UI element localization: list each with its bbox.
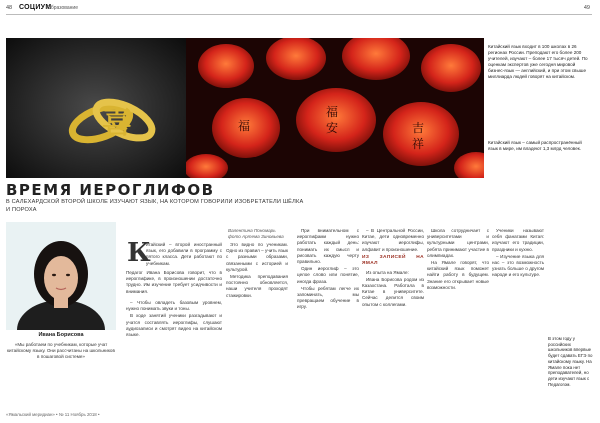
page-footer: «Ямальский меридиан» • № 11 Ноябрь 2018 •	[6, 412, 100, 417]
column-subhead: ИЗ ЗАПИСЕЙ НА ЯМАЛ	[362, 254, 424, 267]
article-headline: ВРЕМЯ ИЕРОГЛИФОВ	[6, 181, 215, 199]
svg-text:福: 福	[326, 105, 339, 119]
paragraph: Ивана Борисова родом из Казахстана. Работала в Китае в университете. Сейчас делится своим опытом с коллегами.	[362, 276, 424, 307]
lanterns-photo	[186, 38, 484, 178]
rings-photo	[6, 38, 186, 178]
svg-text:福: 福	[238, 119, 251, 133]
subsection-title: Образование	[47, 5, 78, 11]
section-title: СОЦИУМ	[19, 4, 52, 11]
teacher-name: Ивана Борисова	[38, 332, 84, 338]
page-number-left: 48	[6, 5, 13, 11]
page-number-right: 49	[583, 5, 590, 11]
article-credit	[228, 228, 284, 240]
paragraph: Чтобы ребятам легче их запоминать, мы превращаем обучение в игру.	[297, 285, 359, 310]
paragraph: Это видно по ученикам. Одно из правил – учить язык с разными образами, связанными с историей и культурой.	[226, 242, 288, 272]
article-intro-continued: Педагог Ивана Борисова говорит, что в иероглифике, в произношении достаточно трудно. Им изучение требует усидчивости и внимания.	[126, 270, 222, 294]
article-column-1	[126, 300, 222, 339]
header-rule	[6, 14, 592, 15]
article-column-6	[492, 228, 544, 280]
teacher-quote: «Мы работаем по учебникам, которые учат китайскому языку. Они рассчитаны на школьников в пошаговой системе»	[7, 342, 115, 360]
paragraph: – В Центральной России, Китае, дети одновременно изучают иероглифы, алфавит и произношение.	[362, 228, 424, 252]
article-intro: итайский – второй иностранный язык, его добавили в программу с пятого класса. Дети работают по учебникам.	[146, 242, 222, 266]
paragraph: Один иероглиф – это целое слово или понятие, иногда фраза.	[297, 266, 359, 284]
svg-text:安: 安	[326, 121, 339, 135]
rings-illustration	[6, 38, 186, 178]
portrait-illustration	[6, 222, 116, 330]
svg-text:吉: 吉	[412, 121, 425, 135]
page-header	[0, 0, 600, 40]
paragraph: – Чтобы овладеть базовым уровнем, нужно понимать звуки и тоны.	[126, 300, 222, 312]
paragraph: Из опыта на Ямале:	[366, 269, 409, 275]
article-column-3	[297, 228, 359, 311]
article-column-5	[427, 228, 489, 292]
article-column-4	[362, 228, 424, 309]
paragraph: Ученики называют себя фанатами Китая: изучают его традиции, праздники и кухню.	[492, 228, 544, 252]
drop-cap: К	[127, 238, 151, 268]
credit-photographer: фото Артема Зиновьева	[228, 233, 284, 239]
article-lead: В САЛЕХАРДСКОЙ ВТОРОЙ ШКОЛЕ ИЗУЧАЮТ ЯЗЫК, НА КОТОРОМ ГОВОРИЛИ ИЗОБРЕТАТЕЛИ ШЁЛКА И ПОРОХА	[6, 199, 304, 213]
svg-text:祥: 祥	[412, 137, 425, 151]
credit-author: Валентина Пономарь	[228, 228, 276, 233]
paragraph: Школа сотрудничает с университетами и культурными центрами, ребята принимают участие в олимпиадах.	[427, 228, 489, 258]
lanterns-illustration	[186, 38, 484, 178]
paragraph: – Изучение языка для нас – это возможность узнать больше о другом народе и его культуре.	[492, 253, 544, 278]
svg-text:喜: 喜	[102, 106, 132, 141]
paragraph: В ходе занятий ученики разгадывают и учатся составлять иероглифы, слушают аудиозаписи и смотрят видео на китайском языке.	[126, 313, 222, 337]
article-column-2	[226, 242, 288, 300]
teacher-portrait	[6, 222, 116, 330]
paragraph: На Ямале говорят, что китайский язык поможет найти работу в будущем. Знание его открывает новые возможности.	[427, 259, 489, 290]
fact-box-schools: Китайский язык входит в 100 школах в 26 регионах России. Преподают его более 200 учителей, изучают – более 17 тысяч детей. По оценкам экспертов уже сегодня мировой бизнес-язык — английский, и при этом свыше миллиарда людей говорят на китайском.	[488, 44, 588, 79]
fact-box-language: Китайский язык – самый распространённый язык в мире, им владеют 1,3 млрд человек.	[488, 140, 582, 151]
paragraph: При внимательном с иероглифами нужно работать каждый день: понимать их смысл и рисовать каждую черту правильно.	[297, 228, 359, 264]
exam-note-box: В этом году у российских школьников впервые будет сдавать ЕГЭ по китайскому языку. На Ямале пока нет преподавателей, но дети изучают язык с Педагогом.	[548, 336, 593, 387]
paragraph: Методика преподавания постоянно обновляется, наши учителя проходят стажировки.	[226, 273, 288, 298]
